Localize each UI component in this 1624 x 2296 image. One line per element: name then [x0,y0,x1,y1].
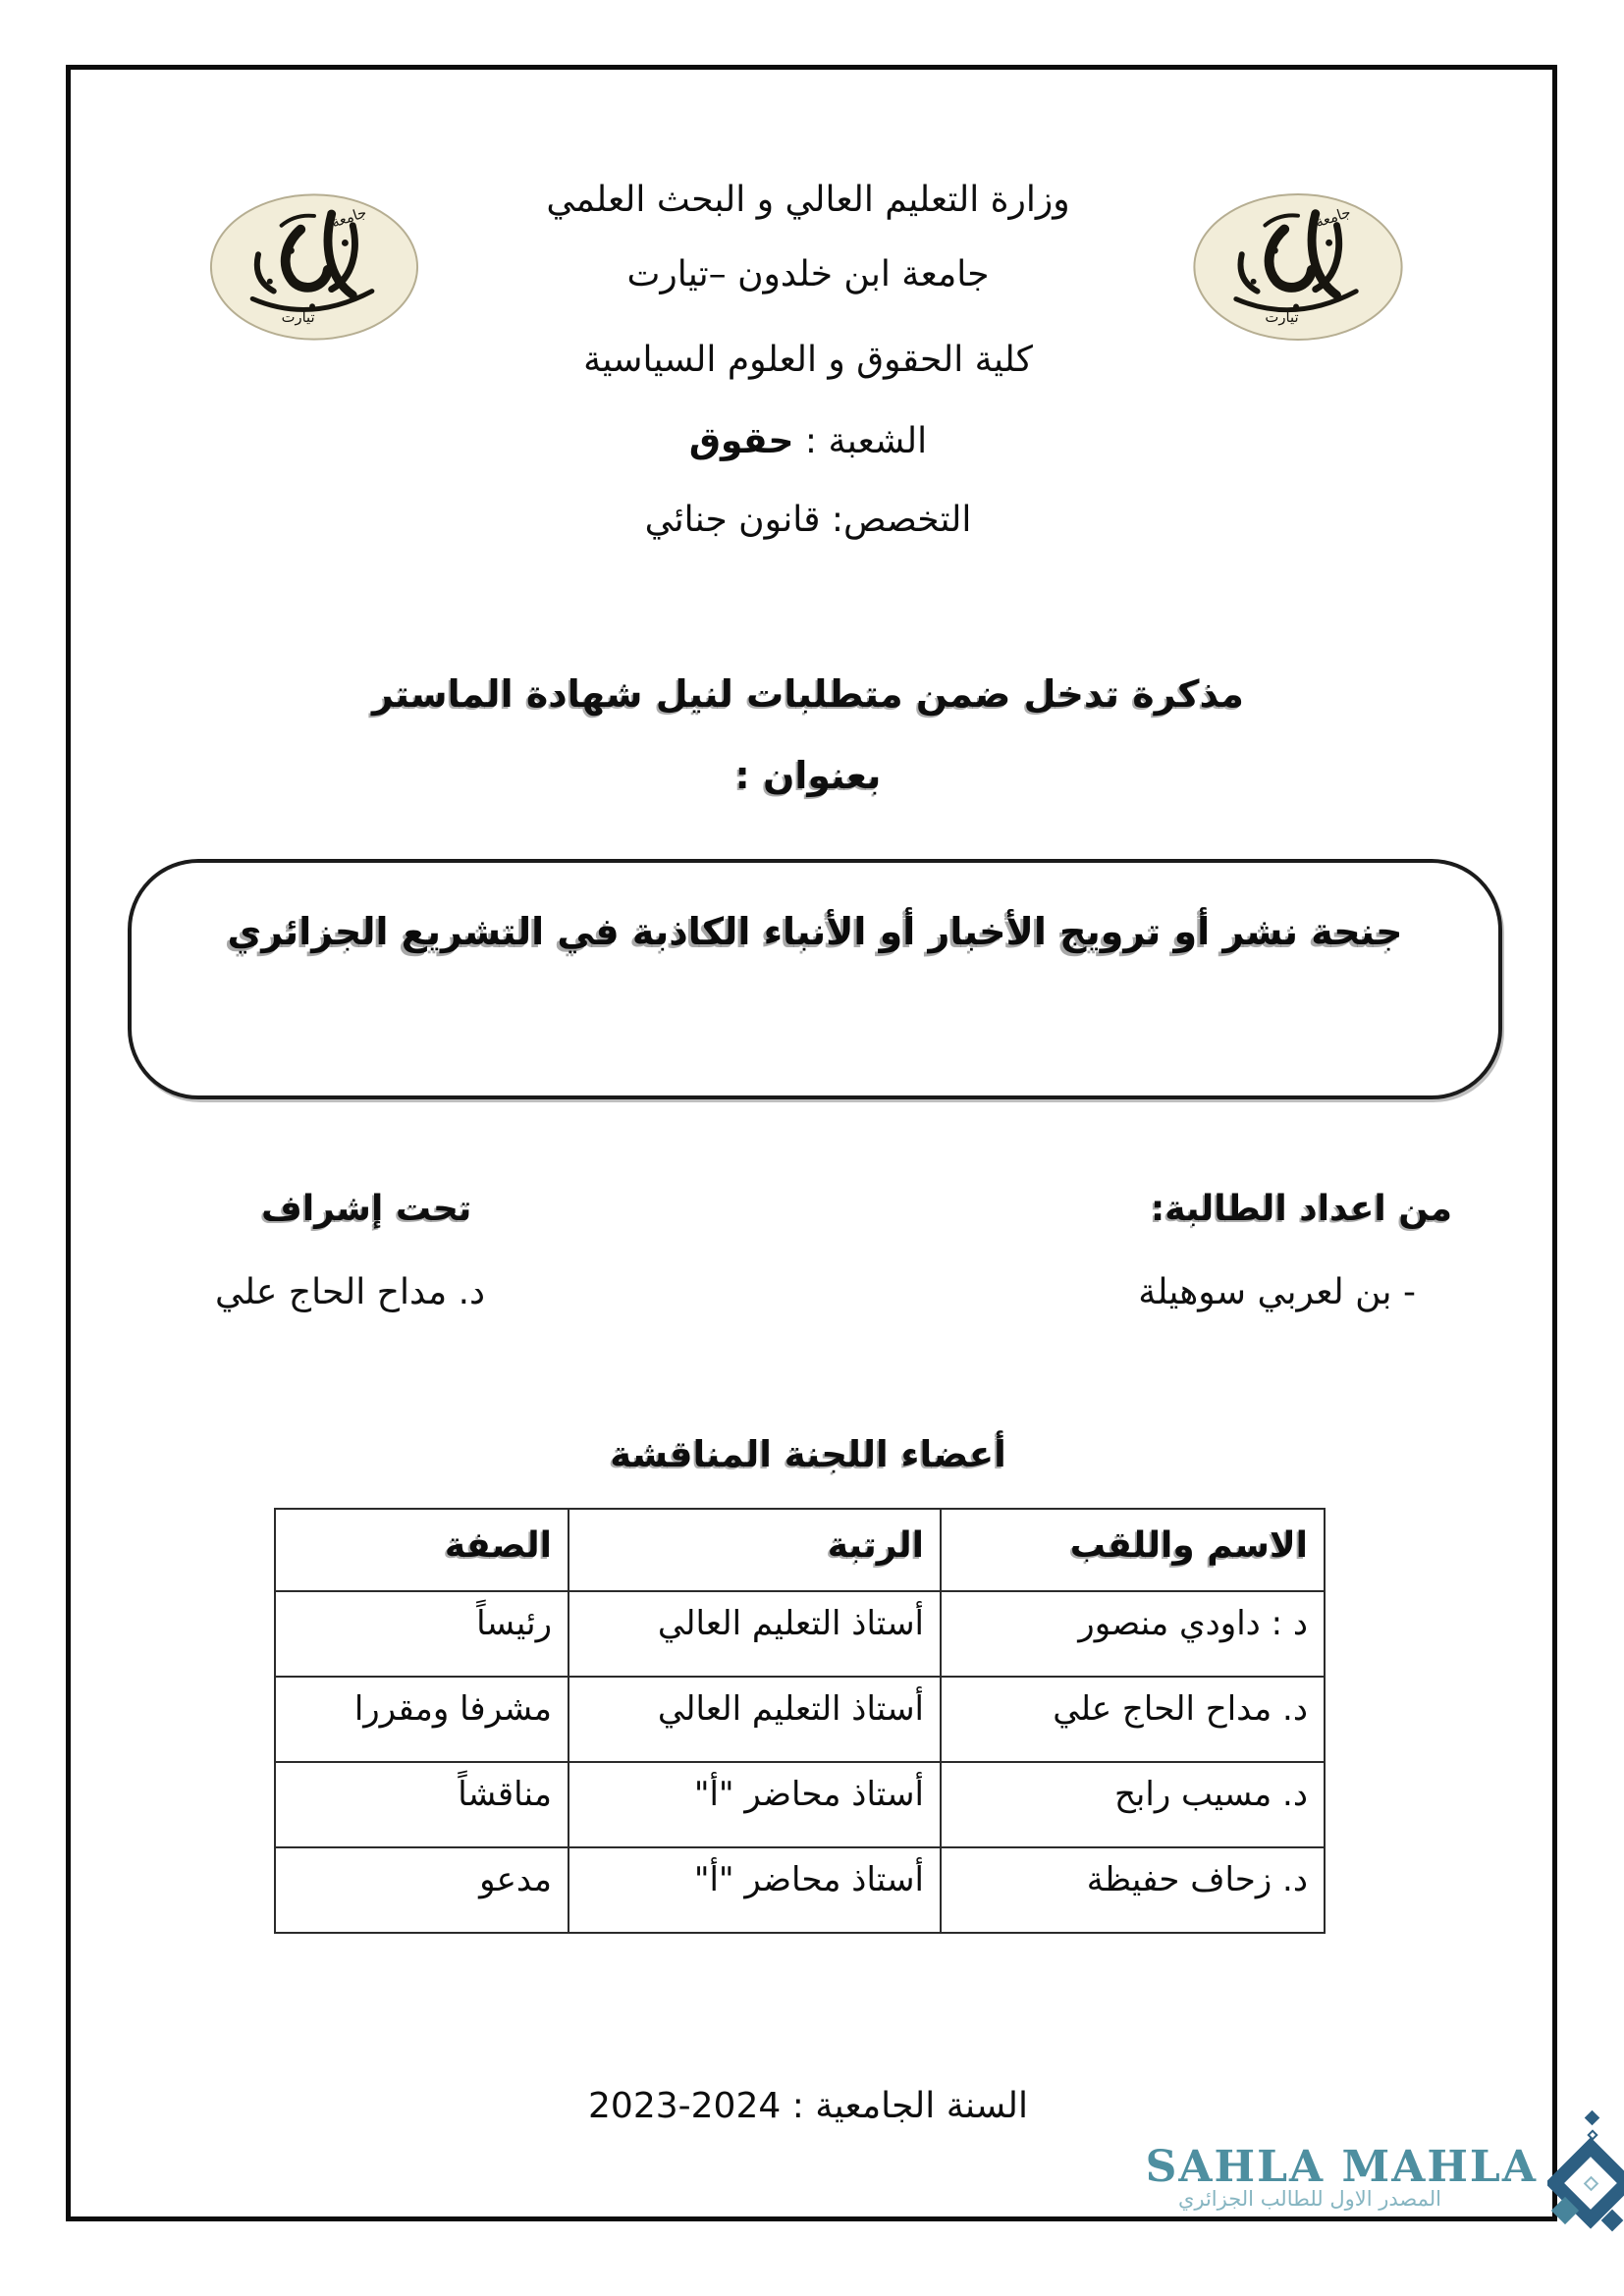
university-line: جامعة ابن خلدون –تيارت [626,254,990,294]
member-role: مناقشاً [275,1762,568,1847]
branch-line [10,417,1606,466]
member-role: رئيساً [275,1591,568,1677]
committee-table [274,1508,1326,1934]
member-name: د. زحاف حفيظة [941,1847,1325,1933]
branch-label: الشعبة : [793,421,928,461]
seal-word-university: جامعة [1313,203,1353,232]
committee-row [275,1591,1325,1677]
memo-type-line: مذكرة تدخل ضمن متطلبات لنيل شهادة الماستر [372,672,1244,716]
member-rank: أستاذ محاضر "أ" [568,1847,941,1933]
ministry-line: وزارة التعليم العالي و البحث العلمي [546,180,1070,220]
committee-row [275,1677,1325,1762]
column-header-rank: الرتبة [568,1509,941,1591]
seal-word-university: جامعة [329,204,369,232]
kufic-emblem-icon [1547,2107,1624,2254]
member-role: مشرفا ومقررا [275,1677,568,1762]
faculty-line: كلية الحقوق و العلوم السياسية [583,340,1033,380]
seal-word-city: تيارت [281,308,315,326]
entitled-line: بعنوان : [734,754,882,797]
committee-row [275,1762,1325,1847]
member-name: د : داودي منصور [941,1591,1325,1677]
committee-row [275,1847,1325,1933]
member-rank: أستاذ محاضر "أ" [568,1762,941,1847]
watermark-brand: SAHLA MAHLA [1145,2142,1538,2192]
branch-value: حقوق [688,421,794,461]
member-role: مدعو [275,1847,568,1933]
thesis-title-box [128,859,1502,1099]
supervision-label: تحت إشراف [261,1189,472,1229]
committee-header-row [275,1509,1325,1591]
student-name: - بن لعربي سوهيلة [1138,1272,1416,1312]
thesis-title: جنحة نشر أو ترويج الأخبار أو الأنباء الكاذبة في التشريع الجزائري [227,910,1403,953]
column-header-role: الصفة [275,1509,568,1591]
member-name: د. مداح الحاج علي [941,1677,1325,1762]
member-rank: أستاذ التعليم العالي [568,1677,941,1762]
watermark-emblem [1547,2107,1624,2254]
member-rank: أستاذ التعليم العالي [568,1591,941,1677]
committee-heading: أعضاء اللجنة المناقشة [610,1433,1006,1475]
member-name: د. مسيب رابح [941,1762,1325,1847]
supervisor-name: د. مداح الحاج علي [215,1272,486,1312]
specialty-line: التخصص: قانون جنائي [644,500,972,540]
watermark-tagline: المصدر الاول للطالب الجزائري [1177,2187,1441,2211]
column-header-name: الاسم واللقب [941,1509,1325,1591]
seal-word-city: تيارت [1265,309,1299,327]
prepared-by-label: من اعداد الطالبة: [1150,1189,1452,1229]
academic-year: السنة الجامعية : 2024-2023 [588,2086,1028,2126]
